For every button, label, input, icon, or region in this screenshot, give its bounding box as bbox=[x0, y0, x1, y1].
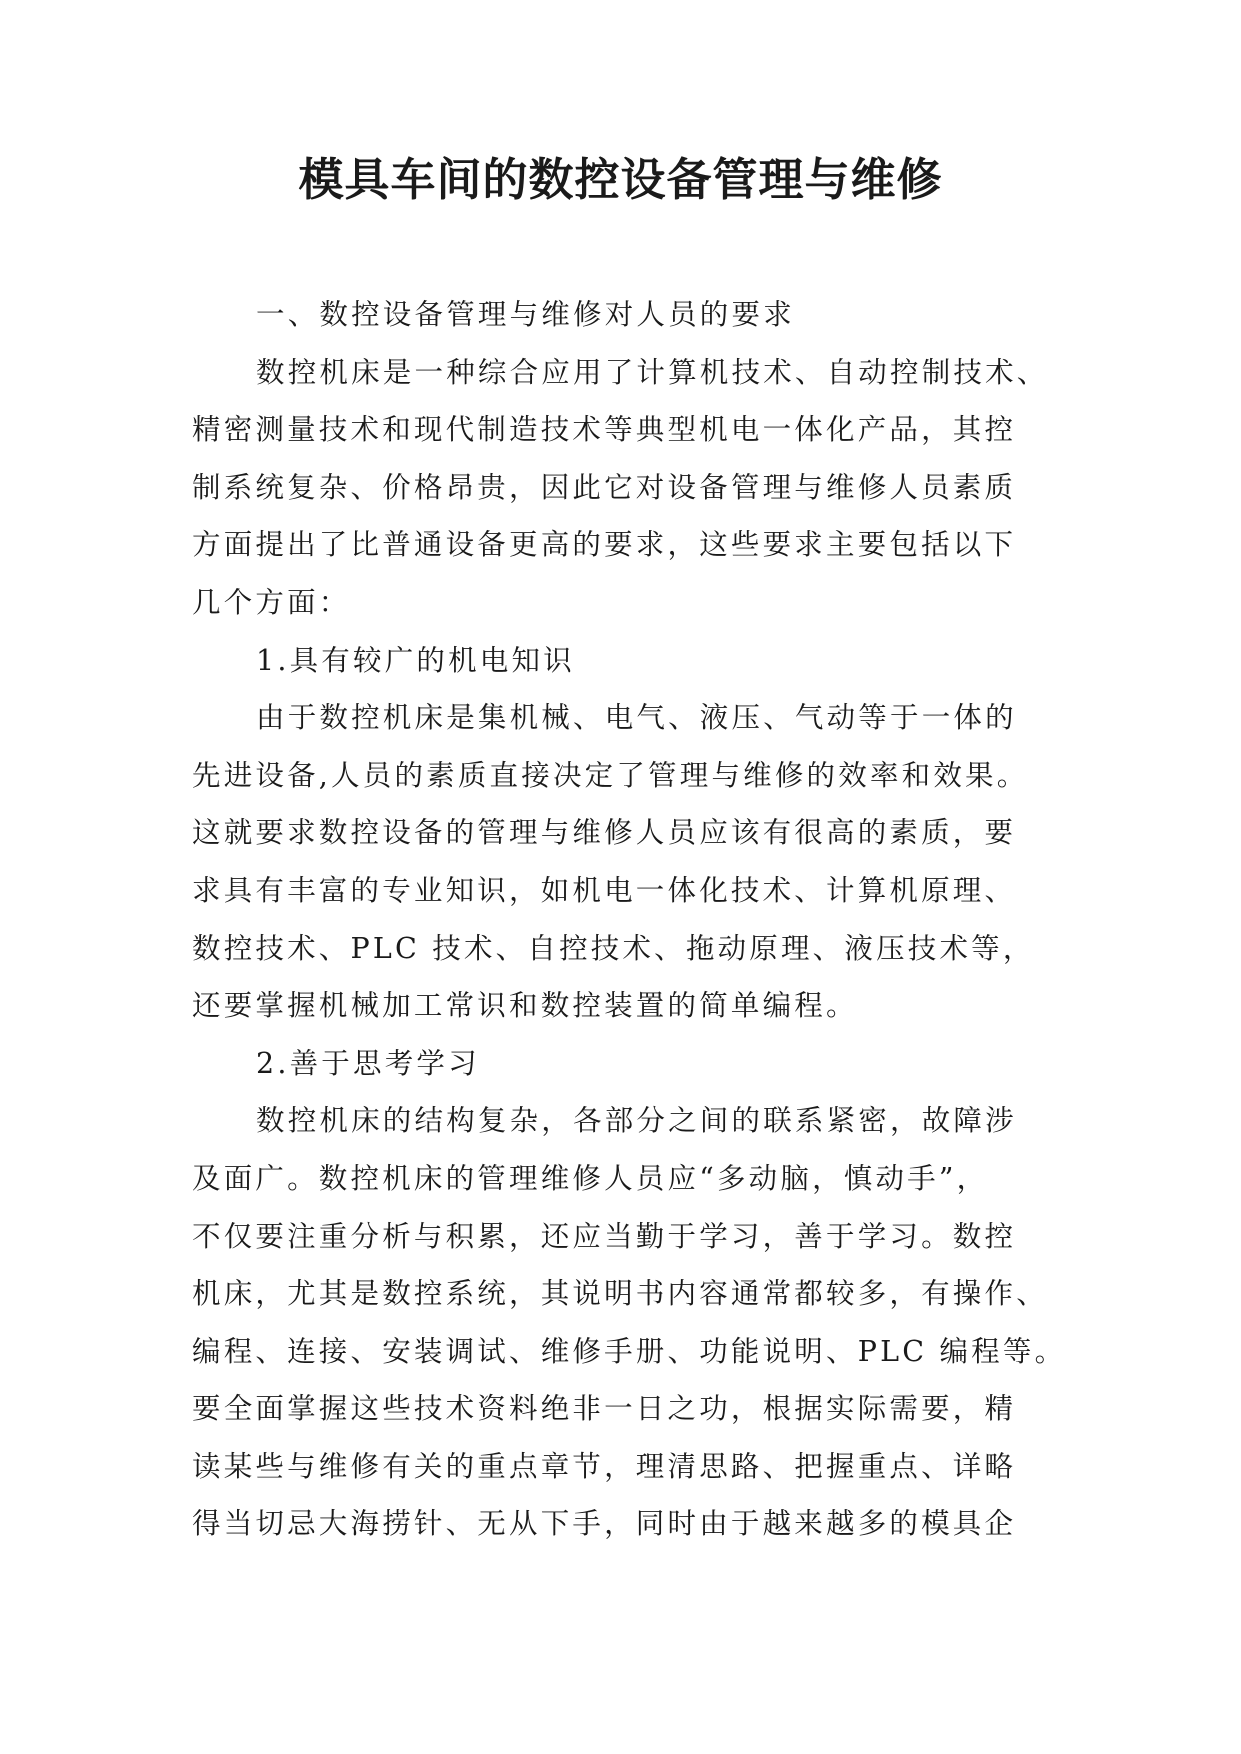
text-line: 机床，尤其是数控系统，其说明书内容通常都较多，有操作、 bbox=[192, 1277, 1048, 1311]
text-line: 得当切忌大海捞针、无从下手，同时由于越来越多的模具企 bbox=[192, 1507, 1017, 1541]
document-body bbox=[192, 286, 1092, 1553]
text-line: 制系统复杂、价格昂贵，因此它对设备管理与维修人员素质 bbox=[192, 470, 1017, 504]
text-line: 数控机床是一种综合应用了计算机技术、自动控制技术、 bbox=[256, 355, 1049, 389]
text-line: 方面提出了比普通设备更高的要求，这些要求主要包括以下 bbox=[192, 528, 1017, 562]
text-line: 编程、连接、安装调试、维修手册、功能说明、PLC 编程等。 bbox=[192, 1334, 1067, 1368]
text-line: 数控技术、PLC 技术、自控技术、拖动原理、液压技术等， bbox=[192, 931, 1035, 965]
document-title: 模具车间的数控设备管理与维修 bbox=[298, 153, 943, 206]
text-line: 精密测量技术和现代制造技术等典型机电一体化产品，其控 bbox=[192, 413, 1017, 447]
text-line: 1.具有较广的机电知识 bbox=[256, 643, 575, 677]
text-line: 由于数控机床是集机械、电气、液压、气动等于一体的 bbox=[256, 701, 1017, 735]
text-line: 读某些与维修有关的重点章节，理清思路、把握重点、详略 bbox=[192, 1449, 1017, 1483]
text-line: 一、数控设备管理与维修对人员的要求 bbox=[256, 298, 795, 331]
text-line: 几个方面： bbox=[192, 585, 351, 619]
text-line: 还要掌握机械加工常识和数控装置的简单编程。 bbox=[192, 989, 858, 1023]
text-line: 先进设备,人员的素质直接决定了管理与维修的效率和效果。 bbox=[192, 758, 1029, 792]
text-line: 数控机床的结构复杂，各部分之间的联系紧密，故障涉 bbox=[256, 1104, 1017, 1138]
text-line: 要全面掌握这些技术资料绝非一日之功，根据实际需要，精 bbox=[192, 1392, 1017, 1426]
text-line: 2.善于思考学习 bbox=[256, 1046, 480, 1080]
text-line: 求具有丰富的专业知识，如机电一体化技术、计算机原理、 bbox=[192, 873, 1017, 907]
text-line: 这就要求数控设备的管理与维修人员应该有很高的素质，要 bbox=[192, 816, 1017, 850]
text-line: 及面广。数控机床的管理维修人员应“多动脑，慎动手”， bbox=[192, 1161, 989, 1195]
text-line: 不仅要注重分析与积累，还应当勤于学习，善于学习。数控 bbox=[192, 1219, 1017, 1253]
